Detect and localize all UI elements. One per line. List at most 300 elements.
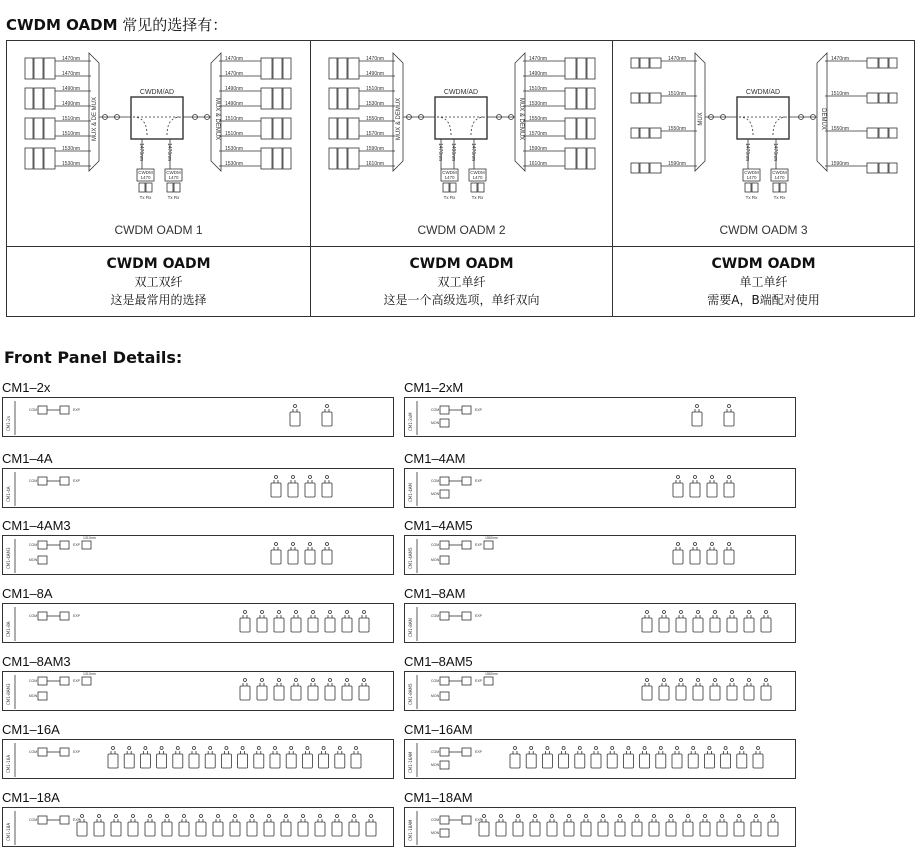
port-number-marker: [326, 476, 329, 479]
oadm-diagram-1: [7, 41, 310, 247]
port-number-marker: [309, 476, 312, 479]
panel-face: [2, 671, 394, 711]
channel-port: [607, 754, 617, 768]
com-label: COM: [431, 543, 440, 547]
drop-module-label: 1470: [140, 175, 151, 180]
page-heading: [6, 14, 227, 35]
wavelength-label: 1530nm: [62, 146, 81, 152]
front-panel-cm1-18a: [2, 789, 394, 847]
exp-connector: [462, 612, 471, 620]
oadm-options-table: [6, 40, 915, 317]
com-connector: [38, 477, 47, 485]
mux-right-label: DEMUX: [820, 108, 826, 130]
channel-port: [761, 686, 771, 700]
port-number-marker: [748, 611, 751, 614]
channel-port: [615, 822, 625, 836]
channel-port: [496, 822, 506, 836]
wavelength-label: 1530nm: [529, 101, 548, 107]
panel-ports-svg: [3, 604, 395, 644]
panel-ports-svg: [3, 536, 395, 576]
option-note: 这是最常用的选择: [110, 293, 207, 307]
port-number-marker: [562, 747, 565, 750]
channel-port: [688, 754, 698, 768]
port-module: [577, 58, 586, 79]
port-number-marker: [534, 815, 537, 818]
channel-port: [322, 483, 332, 497]
port-number-marker: [677, 476, 680, 479]
panel-ports-svg: [3, 398, 395, 438]
port-number-marker: [602, 815, 605, 818]
port-module: [631, 163, 639, 173]
port-number-marker: [500, 815, 503, 818]
exp-connector: [462, 406, 471, 414]
front-panel-cm1-4am: [404, 450, 796, 508]
port-number-marker: [278, 679, 281, 682]
port-number-marker: [329, 611, 332, 614]
channel-port: [693, 618, 703, 632]
oadm-diagram-1-svg: [7, 41, 310, 247]
heading-brand: CWDM OADM: [6, 16, 118, 34]
panel-face: [2, 535, 394, 575]
panel-title: CM1–2xM: [404, 380, 464, 395]
exp-label: EXP: [475, 479, 483, 483]
channel-port: [672, 754, 682, 768]
port-number-marker: [551, 815, 554, 818]
port-module: [631, 128, 639, 138]
port-number-marker: [663, 679, 666, 682]
port-module: [44, 118, 55, 139]
com-label: COM: [29, 408, 38, 412]
channel-port: [145, 822, 155, 836]
option-title: CWDM OADM: [106, 256, 211, 272]
panel-ports-svg: [3, 672, 395, 712]
port-number-marker: [312, 679, 315, 682]
option-note: 这是一个高级选项，单纤双向: [383, 293, 540, 307]
core-dash: [437, 117, 485, 135]
channel-port: [325, 686, 335, 700]
panel-side-label: CM1-4AM3: [6, 547, 11, 569]
port-module: [329, 118, 337, 139]
channel-port: [221, 754, 231, 768]
port-number-marker: [346, 679, 349, 682]
wavelength-label: 1550nm: [668, 126, 687, 132]
core-dash: [133, 117, 181, 135]
com-label: COM: [431, 408, 440, 412]
port-module: [261, 58, 272, 79]
panel-side-label: CM1-2xM: [408, 412, 413, 431]
channel-port: [690, 483, 700, 497]
channel-port: [513, 822, 523, 836]
port-number-marker: [322, 747, 325, 750]
port-number-marker: [646, 679, 649, 682]
port-number-marker: [530, 747, 533, 750]
port-module: [640, 128, 649, 138]
wavelength-label: 1510nm: [62, 116, 81, 122]
port-number-marker: [144, 747, 147, 750]
front-panel-cm1-4am3: [2, 517, 394, 575]
channel-port: [542, 754, 552, 768]
port-number-marker: [183, 815, 186, 818]
port-number-marker: [355, 747, 358, 750]
port-module: [650, 93, 661, 103]
drop-port: [167, 183, 173, 192]
port-number-marker: [711, 476, 714, 479]
port-number-marker: [585, 815, 588, 818]
panel-title: CM1–4A: [2, 451, 53, 466]
channel-port: [727, 618, 737, 632]
oadm-option-1: [7, 41, 310, 316]
exp-label: EXP: [73, 750, 81, 754]
panel-title: CM1–18AM: [404, 790, 473, 805]
port-module: [650, 163, 661, 173]
wavelength-label: 1530nm: [62, 161, 81, 167]
port-number-marker: [704, 815, 707, 818]
com-label: COM: [431, 679, 440, 683]
drop-module-label: 1470: [472, 175, 483, 180]
port-module: [565, 88, 576, 109]
exp-connector: [60, 612, 69, 620]
port-module: [565, 58, 576, 79]
front-panel-cm1-16am: [404, 721, 796, 779]
port-module: [587, 88, 595, 109]
channel-port: [271, 483, 281, 497]
com-connector: [440, 477, 449, 485]
channel-port: [575, 754, 585, 768]
port-module: [338, 88, 347, 109]
mon-connector: [440, 490, 449, 498]
drop-port: [139, 183, 145, 192]
channel-port: [128, 822, 138, 836]
wavelength-label: 1470nm: [668, 56, 687, 62]
channel-port: [751, 822, 761, 836]
front-panel-cm1-8am5: [404, 653, 796, 711]
port-number-marker: [370, 815, 373, 818]
port-module: [879, 128, 888, 138]
channel-port: [274, 618, 284, 632]
channel-port: [238, 754, 248, 768]
channel-port: [157, 754, 167, 768]
panel-side-label: CM1-18A: [6, 822, 11, 841]
mon-label: MON: [431, 694, 440, 698]
channel-port: [768, 822, 778, 836]
com-connector: [38, 612, 47, 620]
port-number-marker: [244, 611, 247, 614]
exp-label: EXP: [475, 408, 483, 412]
port-number-marker: [653, 815, 656, 818]
port-number-marker: [149, 815, 152, 818]
mon-connector: [440, 829, 449, 837]
mon-connector: [440, 692, 449, 700]
port-number-marker: [346, 611, 349, 614]
com-label: COM: [431, 818, 440, 822]
channel-port: [632, 822, 642, 836]
port-number-marker: [363, 679, 366, 682]
option-type: 单工单纤: [739, 275, 788, 289]
channel-port: [666, 822, 676, 836]
drop-txrx-label: Tx Rx: [745, 195, 758, 200]
front-panel-cm1-8am3: [2, 653, 394, 711]
panel-ports-svg: [405, 740, 797, 780]
channel-port: [240, 686, 250, 700]
port-number-marker: [697, 611, 700, 614]
mon-label: MON: [431, 558, 440, 562]
panel-title: CM1–8A: [2, 586, 53, 601]
port-number-marker: [326, 405, 329, 408]
port-number-marker: [627, 747, 630, 750]
exp-connector: [60, 677, 69, 685]
port-number-marker: [244, 679, 247, 682]
port-module: [34, 118, 43, 139]
mon-label: MON: [29, 558, 38, 562]
wavelength-label: 1610nm: [366, 161, 385, 167]
channel-port: [727, 686, 737, 700]
channel-port: [717, 822, 727, 836]
drop-module-label: CWDM: [744, 170, 759, 175]
port-number-marker: [772, 815, 775, 818]
channel-port: [205, 754, 215, 768]
mon-label: MON: [431, 831, 440, 835]
port-number-marker: [483, 815, 486, 818]
port-number-marker: [740, 747, 743, 750]
port-module: [25, 118, 33, 139]
wavelength-label: 1550nm: [366, 116, 385, 122]
port-number-marker: [234, 815, 237, 818]
drop-port: [752, 183, 758, 192]
port-number-marker: [275, 476, 278, 479]
channel-port: [710, 618, 720, 632]
port-number-marker: [292, 476, 295, 479]
port-number-marker: [295, 679, 298, 682]
panel-title: CM1–4AM: [404, 451, 466, 466]
drop-module-label: 1470: [444, 175, 455, 180]
mon-label: MON: [431, 492, 440, 496]
wavelength-label: 1510nm: [366, 86, 385, 92]
wavelength-label: 1570nm: [529, 131, 548, 137]
panel-face: [404, 535, 796, 575]
port-module: [261, 118, 272, 139]
channel-port: [257, 686, 267, 700]
wavelength-label: 1530nm: [225, 146, 244, 152]
channel-port: [642, 618, 652, 632]
port-number-marker: [209, 747, 212, 750]
panel-side-label: CM1-8AM3: [6, 683, 11, 705]
channel-port: [737, 754, 747, 768]
mux-left-label: MUX: [698, 112, 704, 126]
port-number-marker: [336, 815, 339, 818]
channel-port: [308, 686, 318, 700]
channel-port: [298, 822, 308, 836]
channel-port: [744, 686, 754, 700]
port-number-marker: [714, 611, 717, 614]
drop-wavelength: 1470nm: [166, 143, 172, 162]
exp-label: EXP: [475, 750, 483, 754]
drop-module-label: CWDM: [470, 170, 485, 175]
port-module: [329, 148, 337, 169]
port-module: [261, 88, 272, 109]
channel-port: [673, 550, 683, 564]
com-label: COM: [29, 614, 38, 618]
panel-side-label: CM1-2x: [6, 415, 11, 431]
channel-port: [162, 822, 172, 836]
exp-label: EXP: [73, 408, 81, 412]
port-module: [25, 58, 33, 79]
wavelength-label: 1590nm: [529, 146, 548, 152]
channel-port: [591, 754, 601, 768]
panel-title: CM1–4AM3: [2, 518, 71, 533]
drop-port: [773, 183, 779, 192]
channel-port: [359, 686, 369, 700]
port-module: [329, 88, 337, 109]
drop-wavelength: 1470nm: [138, 143, 144, 162]
exp-connector: [462, 816, 471, 824]
option-note: 需要A，B端配对使用: [707, 293, 820, 307]
panel-face: [404, 671, 796, 711]
exp-connector: [462, 477, 471, 485]
drop-wavelength: 1470nm: [772, 143, 778, 162]
wavelength-label: 1490nm: [225, 86, 244, 92]
wavelength-label: 1470nm: [62, 56, 81, 62]
channel-port: [319, 754, 329, 768]
front-panel-cm1-4am5: [404, 517, 796, 575]
drop-module-label: CWDM: [442, 170, 457, 175]
port-number-marker: [680, 611, 683, 614]
port-module: [348, 118, 359, 139]
drop-module-label: 1470: [746, 175, 757, 180]
wavelength-label: 1590nm: [668, 161, 687, 167]
port-number-marker: [275, 543, 278, 546]
upg-label: 1310nm: [83, 536, 96, 540]
exp-label: EXP: [73, 818, 81, 822]
port-number-marker: [257, 747, 260, 750]
wavelength-label: 1510nm: [225, 116, 244, 122]
port-module: [577, 148, 586, 169]
channel-port: [700, 822, 710, 836]
mon-connector: [38, 692, 47, 700]
port-module: [44, 148, 55, 169]
port-number-marker: [765, 611, 768, 614]
front-panel-cm1-2x: [2, 379, 394, 437]
option-type: 双工单纤: [437, 275, 486, 289]
port-number-marker: [619, 815, 622, 818]
port-number-marker: [268, 815, 271, 818]
front-panel-cm1-8am: [404, 585, 796, 643]
port-module: [273, 58, 282, 79]
exp-label: EXP: [73, 679, 81, 683]
port-module: [44, 58, 55, 79]
exp-connector: [60, 748, 69, 756]
com-connector: [440, 816, 449, 824]
port-number-marker: [748, 679, 751, 682]
panel-ports-svg: [405, 469, 797, 509]
port-number-marker: [728, 543, 731, 546]
port-number-marker: [115, 815, 118, 818]
panel-title: CM1–8AM3: [2, 654, 71, 669]
port-number-marker: [312, 611, 315, 614]
port-number-marker: [738, 815, 741, 818]
port-module: [283, 58, 291, 79]
panel-title: CM1–8AM: [404, 586, 466, 601]
port-number-marker: [241, 747, 244, 750]
port-number-marker: [677, 543, 680, 546]
wavelength-label: 1510nm: [529, 86, 548, 92]
wavelength-label: 1470nm: [225, 56, 244, 62]
channel-port: [530, 822, 540, 836]
com-connector: [38, 541, 47, 549]
panel-side-label: CM1-8A: [6, 621, 11, 637]
channel-port: [315, 822, 325, 836]
com-connector: [440, 612, 449, 620]
channel-port: [724, 412, 734, 426]
cwdm-ad-label: CWDM/AD: [443, 89, 479, 96]
oadm-diagram-2: [311, 41, 612, 247]
channel-port: [659, 686, 669, 700]
port-number-marker: [728, 476, 731, 479]
channel-port: [359, 618, 369, 632]
wavelength-label: 1590nm: [366, 146, 385, 152]
port-module: [34, 58, 43, 79]
port-number-marker: [595, 747, 598, 750]
drop-port: [471, 183, 477, 192]
channel-port: [332, 822, 342, 836]
port-module: [25, 88, 33, 109]
wavelength-label: 1510nm: [225, 131, 244, 137]
com-label: COM: [29, 543, 38, 547]
channel-port: [288, 550, 298, 564]
channel-port: [264, 822, 274, 836]
channel-port: [734, 822, 744, 836]
oadm-diagram-3-svg: [613, 41, 915, 247]
port-module: [283, 88, 291, 109]
port-module: [889, 93, 897, 103]
channel-port: [124, 754, 134, 768]
upg-label: 1310nm: [83, 672, 96, 676]
port-number-marker: [290, 747, 293, 750]
port-module: [867, 128, 878, 138]
port-module: [879, 58, 888, 68]
port-number-marker: [696, 405, 699, 408]
port-number-marker: [765, 679, 768, 682]
wavelength-label: 1510nm: [831, 91, 850, 97]
wavelength-label: 1490nm: [529, 71, 548, 77]
port-module: [879, 93, 888, 103]
oadm-option-3: [612, 41, 914, 316]
option-type: 双工双纤: [134, 275, 183, 289]
channel-port: [510, 754, 520, 768]
wavelength-label: 1490nm: [62, 101, 81, 107]
port-number-marker: [697, 679, 700, 682]
port-number-marker: [568, 815, 571, 818]
port-module: [338, 148, 347, 169]
oadm-diagram-2-svg: [311, 41, 613, 247]
channel-port: [366, 822, 376, 836]
channel-port: [683, 822, 693, 836]
port-number-marker: [176, 747, 179, 750]
port-module: [338, 118, 347, 139]
port-module: [273, 148, 282, 169]
port-number-marker: [309, 543, 312, 546]
wavelength-label: 1510nm: [62, 131, 81, 137]
port-module: [34, 88, 43, 109]
wavelength-label: 1470nm: [225, 71, 244, 77]
channel-port: [547, 822, 557, 836]
channel-port: [673, 483, 683, 497]
exp-connector: [60, 541, 69, 549]
cwdm-ad-label: CWDM/AD: [745, 89, 781, 96]
mon-connector: [38, 556, 47, 564]
port-module: [273, 118, 282, 139]
channel-port: [108, 754, 118, 768]
exp-connector: [462, 677, 471, 685]
